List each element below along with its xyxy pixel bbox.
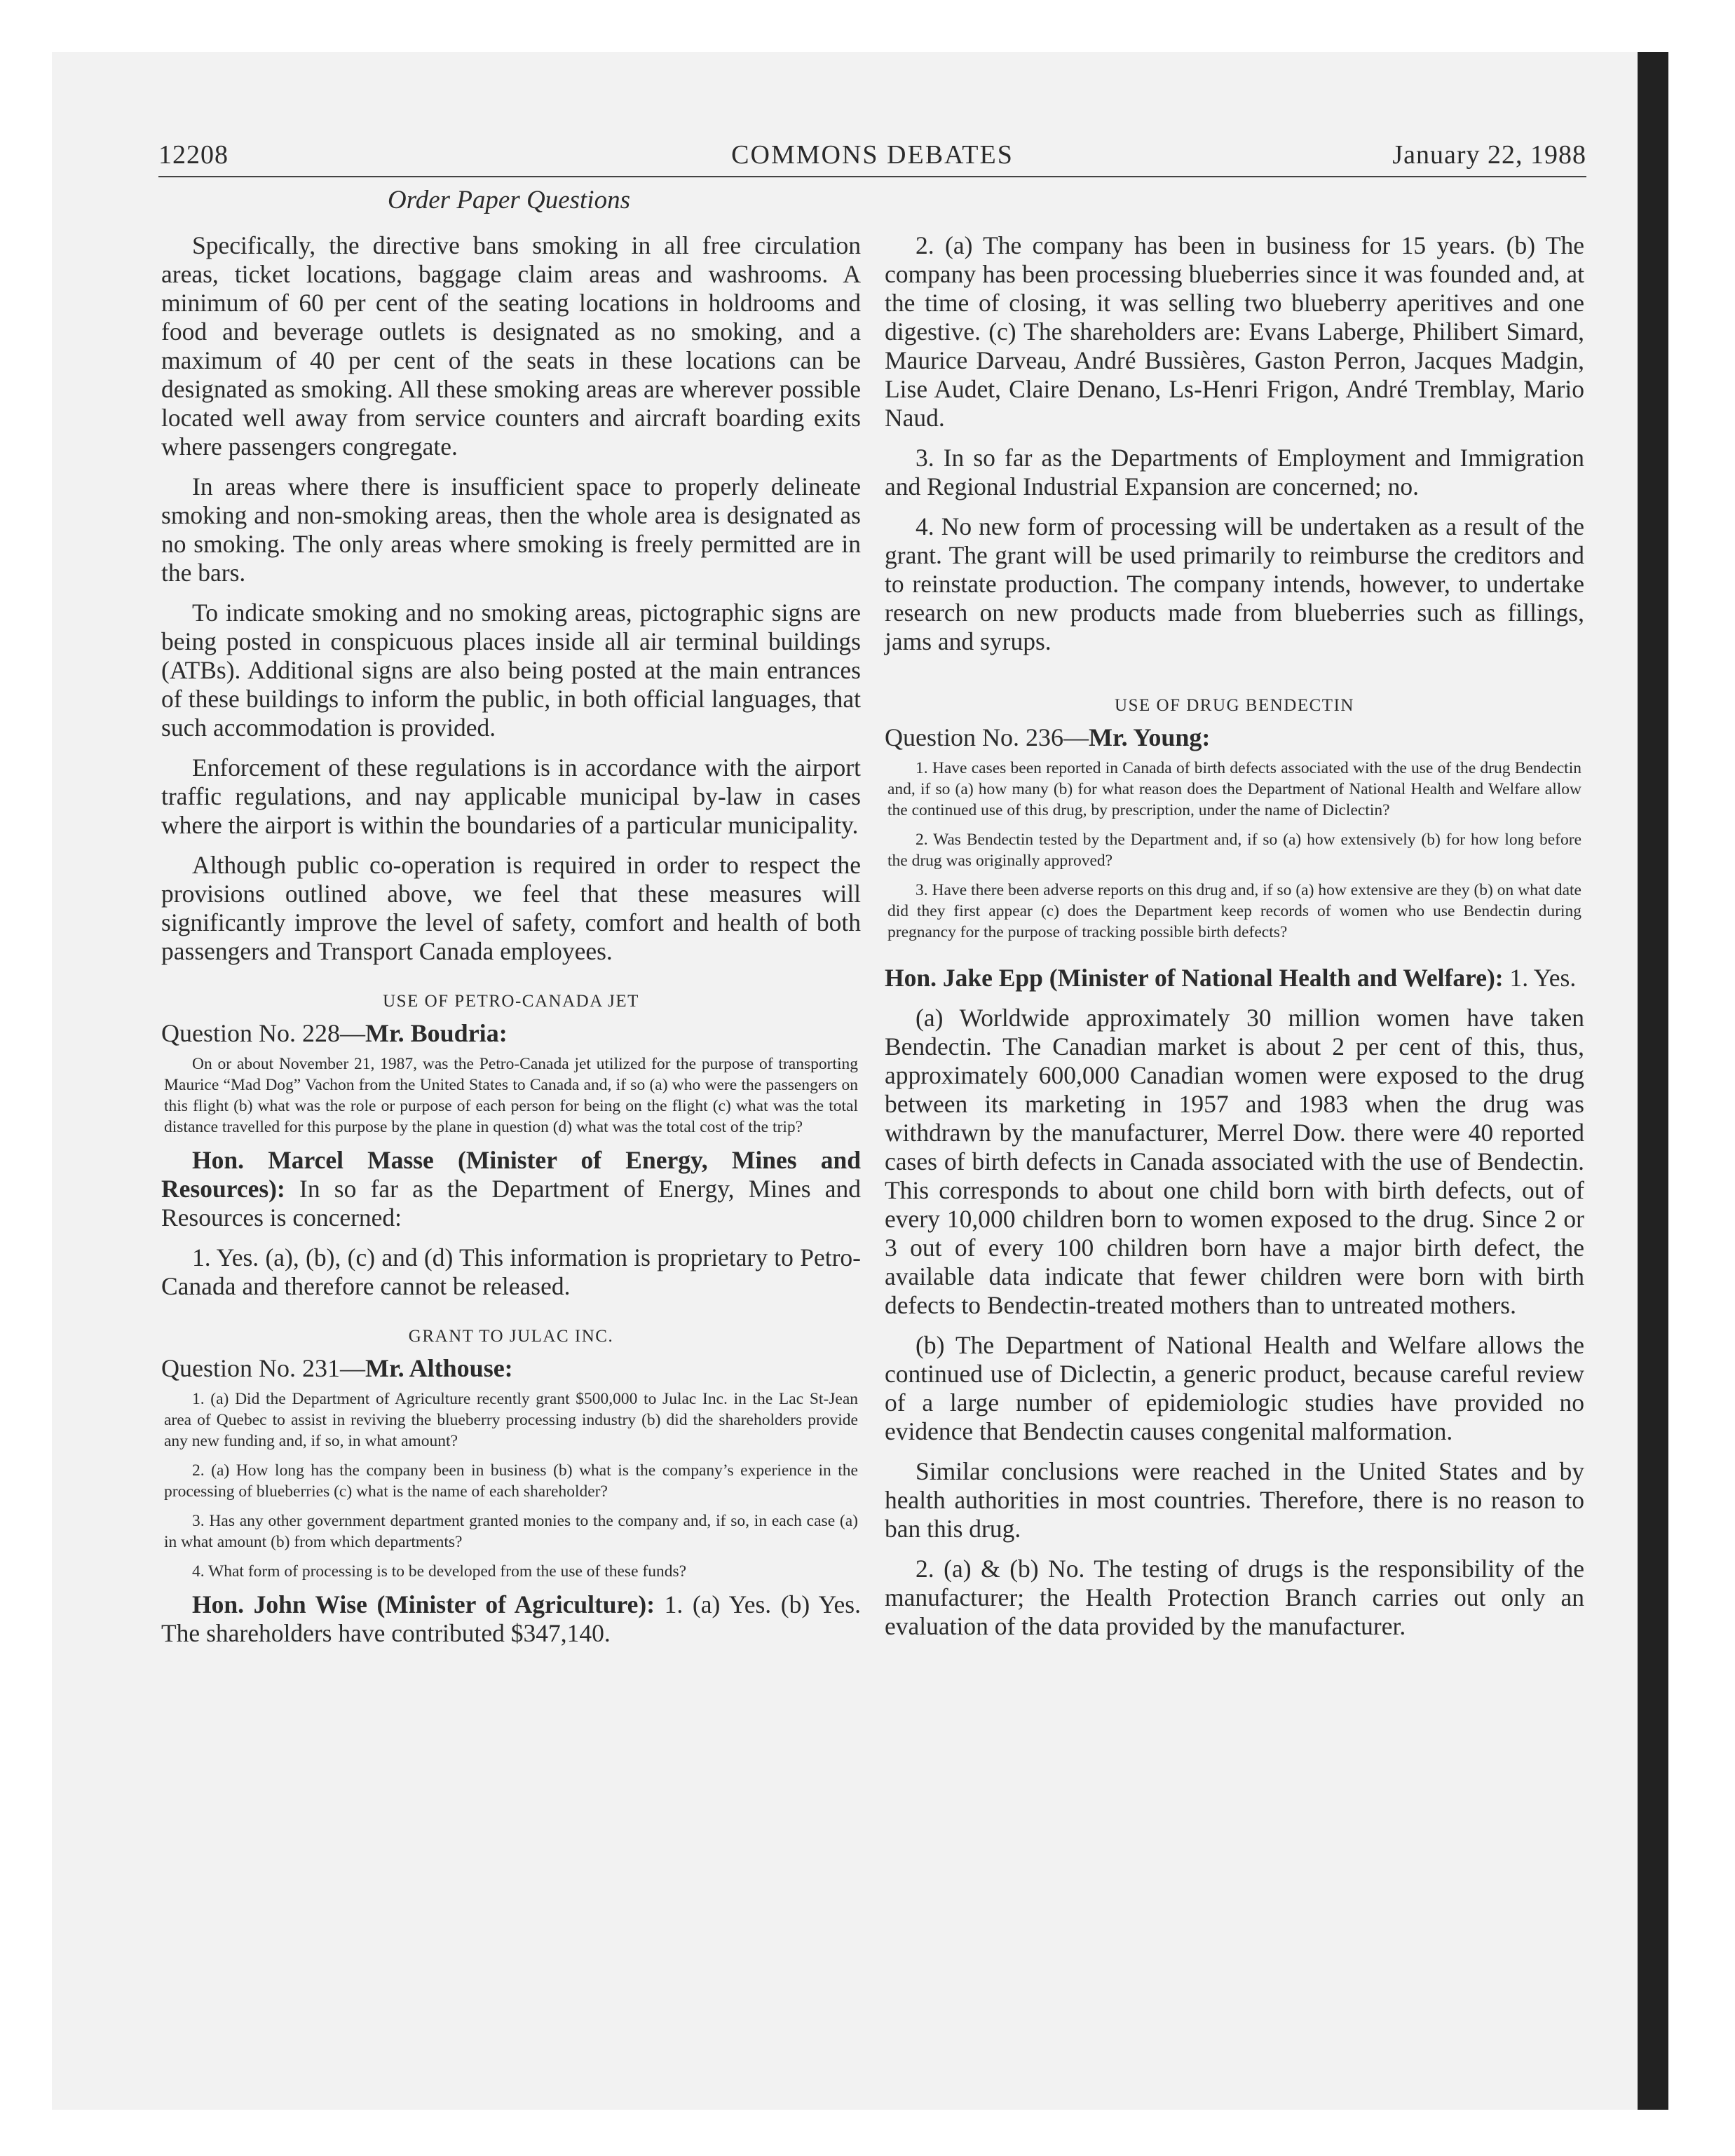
question-asker: Mr. Young:	[1089, 723, 1211, 751]
section-title: GRANT TO JULAC INC.	[408, 1327, 614, 1346]
section-title: USE OF PETRO-CANADA JET	[383, 992, 639, 1011]
answer-paragraph: (b) The Department of National Health and Welfare allows the continued use of Diclectin, a generic product, because careful review of a large number of epidemiologic studies have provided no evidence that Bendectin causes congenital malformation.	[885, 1331, 1584, 1445]
question-label: Question No. 228—	[161, 1019, 365, 1047]
paragraph: Enforcement of these regulations is in accordance with the airport traffic regulations, and nay applicable municipal by-law in cases where the airport is within the boundaries of a particular municipality.	[161, 753, 861, 839]
question-text: On or about November 21, 1987, was the Petro-Canada jet utilized for the purpose of transporting Maurice “Mad Dog” Vachon from the United States to Canada and, if so (a) who were the passengers on this flight (b) what was the role or purpose of each person for being on the flight (c) what was the total distance travelled for this purpose by the plane in question (d) what was the total cost of the trip?	[164, 1055, 858, 1136]
question-label: Question No. 236—	[885, 723, 1089, 751]
question-text: 3. Has any other government department granted monies to the company and, if so, in each case (a) in what amount (b) from which departments?	[164, 1512, 858, 1551]
question-text: 2. Was Bendectin tested by the Department and, if so (a) how extensively (b) for how long before the drug was originally approved?	[887, 831, 1581, 870]
paragraph: Specifically, the directive bans smoking in all free circulation areas, ticket locations, baggage claim areas and washrooms. A minimum of 60 per cent of the seating locations in holdrooms and food and beverage outlets is designated as no smoking, and a maximum of 40 per cent of the seats in these locations can be designated as smoking. All these smoking areas are wherever possible located well away from service counters and aircraft boarding exits where passengers congregate.	[161, 231, 861, 460]
page-number: 12208	[158, 140, 229, 170]
paragraph: Although public co-operation is required in order to respect the provisions outlined above, we feel that these measures will significantly improve the level of safety, comfort and health of both passengers and Transport Canada employees.	[161, 851, 861, 965]
question-label: Question No. 231—	[161, 1354, 365, 1382]
right-column	[885, 231, 1584, 1652]
answer-paragraph: Similar conclusions were reached in the United States and by health authorities in most countries. Therefore, there is no reason to ban this drug.	[885, 1457, 1584, 1543]
section-subheader: Order Paper Questions	[388, 186, 630, 214]
answer-text: 1. Yes.	[1503, 964, 1577, 992]
question-asker: Mr. Althouse:	[365, 1354, 513, 1382]
publication-date: January 22, 1988	[1392, 140, 1586, 170]
answer-paragraph: 2. (a) & (b) No. The testing of drugs is the responsibility of the manufacturer; the Health Protection Branch carries out only an evaluation of the data provided by the manufacturer.	[885, 1555, 1584, 1640]
question-asker: Mr. Boudria:	[365, 1019, 508, 1047]
question-heading	[161, 1354, 861, 1383]
speaker-name: Hon. John Wise (Minister of Agriculture):	[192, 1590, 655, 1618]
answer-paragraph	[161, 1590, 861, 1648]
paragraph: 2. (a) The company has been in business for 15 years. (b) The company has been processing blueberries since it was founded and, at the time of closing, it was selling two blueberry aperitives and one digestive. (c) The shareholders are: Evans Laberge, Philibert Simard, Maurice Darveau, André Bussières, Gaston Perron, Jacques Madgin, Lise Audet, Claire Denano, Ls-Henri Frigon, André Tremblay, Mario Naud.	[885, 231, 1584, 432]
left-column	[161, 231, 861, 1659]
page-header	[158, 137, 1586, 177]
scan-edge-bar	[1638, 52, 1668, 2110]
question-heading	[885, 723, 1584, 752]
answer-text: 1. (a) Yes. (b) Yes. The shareholders have contributed $347,140.	[161, 1590, 861, 1647]
question-text: 2. (a) How long has the company been in business (b) what is the company’s experience in the processing of blueberries (c) what is the name of each shareholder?	[164, 1461, 858, 1501]
answer-text: In so far as the Department of Energy, Mines and Resources is concerned:	[161, 1175, 861, 1231]
answer-paragraph: 1. Yes. (a), (b), (c) and (d) This information is proprietary to Petro-Canada and therefore cannot be released.	[161, 1243, 861, 1300]
paragraph: In areas where there is insufficient space to properly delineate smoking and non-smoking areas, then the whole area is designated as no smoking. The only areas where smoking is freely permitted are in the bars.	[161, 472, 861, 587]
paragraph: 4. No new form of processing will be undertaken as a result of the grant. The grant will be used primarily to reimburse the creditors and to reinstate production. The company intends, however, to undertake research on new products made from blueberries such as fillings, jams and syrups.	[885, 512, 1584, 655]
paragraph: To indicate smoking and no smoking areas, pictographic signs are being posted in conspicuous places inside all air terminal buildings (ATBs). Additional signs are also being posted at the main entrances of these buildings to inform the public, in both official languages, that such accommodation is provided.	[161, 599, 861, 742]
answer-paragraph	[161, 1146, 861, 1232]
question-text: 4. What form of processing is to be developed from the use of these funds?	[192, 1562, 687, 1581]
section-title: USE OF DRUG BENDECTIN	[1115, 696, 1354, 715]
answer-paragraph: (a) Worldwide approximately 30 million women have taken Bendectin. The Canadian market is about 2 per cent of this, thus, approximately 600,000 Canadian women were exposed to the drug between its marketing in 1957 and 1983 when the drug was withdrawn by the manufacturer, Merrel Dow. there were 40 reported cases of birth defects in Canada associated with the use of Bendectin. This corresponds to about one child born with birth defects, out of every 10,000 children born to women exposed to the drug. Since 2 or 3 out of every 100 children born have a major birth defect, the available data indicate that fewer children were born with birth defects to Bendectin-treated mothers than to untreated mothers.	[885, 1004, 1584, 1319]
question-text: 1. Have cases been reported in Canada of birth defects associated with the use of the drug Bendectin and, if so (a) how many (b) for what reason does the Department of National Health and Welfare allow the continued use of this drug, by prescription, under the name of Diclectin?	[887, 759, 1581, 819]
answer-paragraph	[885, 964, 1584, 992]
question-text: 3. Have there been adverse reports on this drug and, if so (a) how extensive are they (b) on what date did they first appear (c) does the Department keep records of women who use Bendectin during pregnancy for the purpose of tracking possible birth defects?	[887, 881, 1581, 941]
question-text: 1. (a) Did the Department of Agriculture recently grant $500,000 to Julac Inc. in the Lac St-Jean area of Quebec to assist in reviving the blueberry processing industry (b) did the shareholders provide any new funding and, if so, in what amount?	[164, 1390, 858, 1450]
paragraph: 3. In so far as the Departments of Employment and Immigration and Regional Industrial Expansion are concerned; no.	[885, 444, 1584, 500]
publication-title: COMMONS DEBATES	[731, 140, 1014, 170]
question-heading	[161, 1019, 861, 1048]
speaker-name: Hon. Marcel Masse (Minister of Energy, Mines and Resources):	[161, 1146, 861, 1203]
speaker-name: Hon. Jake Epp (Minister of National Health and Welfare):	[885, 964, 1504, 992]
